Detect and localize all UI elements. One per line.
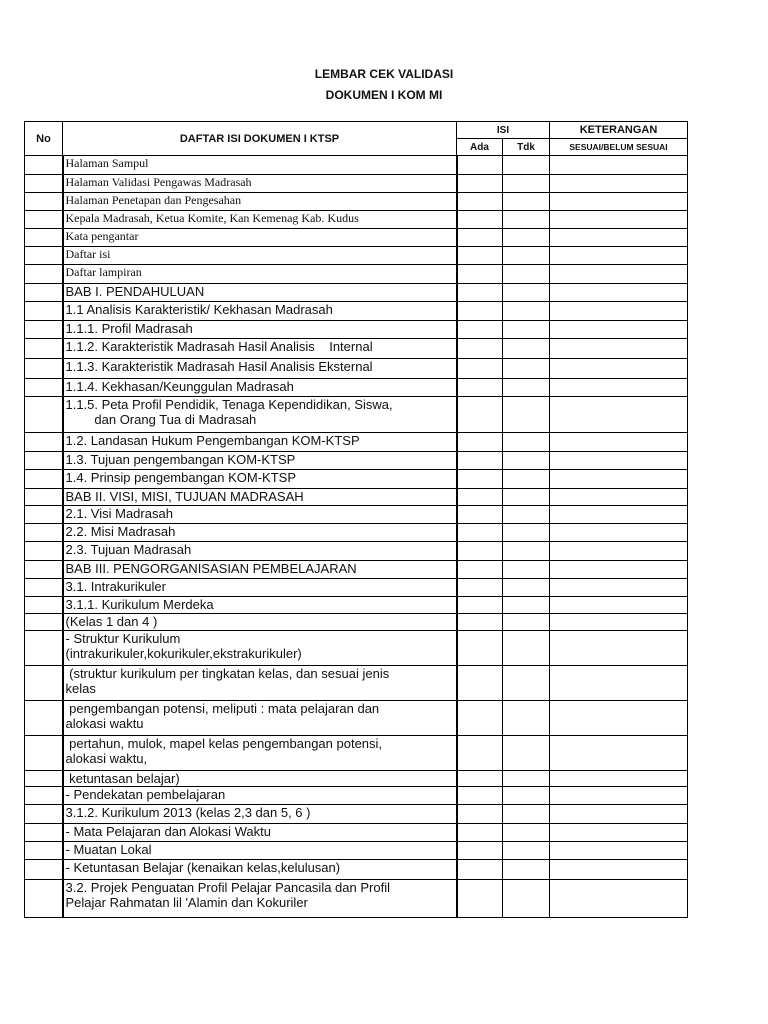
row-tdk-cell[interactable] xyxy=(503,771,550,787)
row-ket-cell[interactable] xyxy=(550,880,688,918)
table-row xyxy=(25,701,688,736)
row-ket-cell[interactable] xyxy=(550,247,688,265)
table-row xyxy=(25,247,688,265)
validation-table xyxy=(24,121,688,918)
row-ada-cell[interactable] xyxy=(457,247,503,265)
row-item-text: - Mata Pelajaran dan Alokasi Waktu xyxy=(63,824,457,842)
row-item-text: 2.2. Misi Madrasah xyxy=(63,524,457,542)
row-tdk-cell[interactable] xyxy=(503,860,550,880)
row-ada-cell[interactable] xyxy=(457,771,503,787)
table-body xyxy=(25,156,688,918)
header-daftar-isi: DAFTAR ISI DOKUMEN I KTSP xyxy=(63,122,457,156)
row-ada-cell[interactable] xyxy=(457,701,503,736)
row-ada-cell[interactable] xyxy=(457,339,503,359)
row-tdk-cell[interactable] xyxy=(503,542,550,561)
row-item-text: 3.1.2. Kurikulum 2013 (kelas 2,3 dan 5, 6 ) xyxy=(63,805,457,824)
row-ket-cell[interactable] xyxy=(550,597,688,614)
table-row xyxy=(25,397,688,433)
row-ada-cell[interactable] xyxy=(457,561,503,579)
row-tdk-cell[interactable] xyxy=(503,229,550,247)
row-ada-cell[interactable] xyxy=(457,284,503,302)
row-no-cell xyxy=(25,561,63,579)
row-ada-cell[interactable] xyxy=(457,880,503,918)
row-item-text: pertahun, mulok, mapel kelas pengembangan potensi, alokasi waktu, xyxy=(63,736,457,771)
row-ada-cell[interactable] xyxy=(457,631,503,666)
row-no-cell xyxy=(25,433,63,452)
row-ket-cell[interactable] xyxy=(550,229,688,247)
row-item-text: Kepala Madrasah, Ketua Komite, Kan Kemenag Kab. Kudus xyxy=(63,211,457,229)
row-tdk-cell[interactable] xyxy=(503,470,550,489)
row-item-text: Halaman Validasi Pengawas Madrasah xyxy=(63,175,457,193)
row-item-text: 1.1.2. Karakteristik Madrasah Hasil Analisis Internal xyxy=(63,339,457,359)
row-ada-cell[interactable] xyxy=(457,379,503,397)
table-row xyxy=(25,321,688,339)
table-row xyxy=(25,842,688,860)
row-tdk-cell[interactable] xyxy=(503,524,550,542)
row-item-text: 1.1.4. Kekhasan/Keunggulan Madrasah xyxy=(63,379,457,397)
row-no-cell xyxy=(25,860,63,880)
row-ket-cell[interactable] xyxy=(550,321,688,339)
row-ada-cell[interactable] xyxy=(457,666,503,701)
row-item-text: (Kelas 1 dan 4 ) xyxy=(63,614,457,631)
row-ada-cell[interactable] xyxy=(457,597,503,614)
row-item-text: Halaman Sampul xyxy=(63,156,457,175)
row-item-text: - Ketuntasan Belajar (kenaikan kelas,kelulusan) xyxy=(63,860,457,880)
row-tdk-cell[interactable] xyxy=(503,284,550,302)
row-no-cell xyxy=(25,211,63,229)
table-row xyxy=(25,359,688,379)
row-ada-cell[interactable] xyxy=(457,397,503,433)
row-ket-cell[interactable] xyxy=(550,842,688,860)
row-item-text: 3.1.1. Kurikulum Merdeka xyxy=(63,597,457,614)
row-tdk-cell[interactable] xyxy=(503,302,550,321)
row-tdk-cell[interactable] xyxy=(503,247,550,265)
row-ket-cell[interactable] xyxy=(550,433,688,452)
row-no-cell xyxy=(25,579,63,597)
row-no-cell xyxy=(25,614,63,631)
row-tdk-cell[interactable] xyxy=(503,175,550,193)
row-ada-cell[interactable] xyxy=(457,614,503,631)
table-row xyxy=(25,787,688,805)
row-ket-cell[interactable] xyxy=(550,561,688,579)
table-row xyxy=(25,156,688,175)
row-ket-cell[interactable] xyxy=(550,211,688,229)
header-keterangan: KETERANGAN xyxy=(550,122,688,139)
row-ada-cell[interactable] xyxy=(457,524,503,542)
row-ada-cell[interactable] xyxy=(457,736,503,771)
title-line-2: DOKUMEN I KOM MI xyxy=(325,88,443,102)
row-tdk-cell[interactable] xyxy=(503,787,550,805)
row-no-cell xyxy=(25,771,63,787)
row-tdk-cell[interactable] xyxy=(503,397,550,433)
row-no-cell xyxy=(25,339,63,359)
table-row xyxy=(25,229,688,247)
row-tdk-cell[interactable] xyxy=(503,339,550,359)
row-no-cell xyxy=(25,597,63,614)
row-item-text: 1.4. Prinsip pengembangan KOM-KTSP xyxy=(63,470,457,489)
row-ada-cell[interactable] xyxy=(457,433,503,452)
row-item-text: BAB I. PENDAHULUAN xyxy=(63,284,457,302)
row-ket-cell[interactable] xyxy=(550,156,688,175)
row-ket-cell[interactable] xyxy=(550,666,688,701)
row-no-cell xyxy=(25,193,63,211)
row-tdk-cell[interactable] xyxy=(503,805,550,824)
row-no-cell xyxy=(25,397,63,433)
table-row xyxy=(25,542,688,561)
row-item-text: BAB II. VISI, MISI, TUJUAN MADRASAH xyxy=(63,489,457,506)
row-ket-cell[interactable] xyxy=(550,736,688,771)
row-ada-cell[interactable] xyxy=(457,359,503,379)
row-ada-cell[interactable] xyxy=(457,489,503,506)
row-ada-cell[interactable] xyxy=(457,211,503,229)
row-ket-cell[interactable] xyxy=(550,175,688,193)
row-no-cell xyxy=(25,736,63,771)
table-row xyxy=(25,175,688,193)
row-ket-cell[interactable] xyxy=(550,359,688,379)
row-tdk-cell[interactable] xyxy=(503,701,550,736)
row-item-text: 3.2. Projek Penguatan Profil Pelajar Pancasila dan Profil Pelajar Rahmatan lil 'Alamin dan Kokuriler xyxy=(63,880,457,918)
row-no-cell xyxy=(25,842,63,860)
table-row xyxy=(25,193,688,211)
row-ada-cell[interactable] xyxy=(457,787,503,805)
table-row xyxy=(25,561,688,579)
row-item-text: - Muatan Lokal xyxy=(63,842,457,860)
row-no-cell xyxy=(25,321,63,339)
table-row xyxy=(25,666,688,701)
row-no-cell xyxy=(25,489,63,506)
table-row xyxy=(25,880,688,918)
table-row xyxy=(25,302,688,321)
table-row xyxy=(25,736,688,771)
row-ket-cell[interactable] xyxy=(550,701,688,736)
row-ket-cell[interactable] xyxy=(550,284,688,302)
row-tdk-cell[interactable] xyxy=(503,824,550,842)
row-no-cell xyxy=(25,452,63,470)
row-no-cell xyxy=(25,824,63,842)
header-ada: Ada xyxy=(457,139,503,156)
row-tdk-cell[interactable] xyxy=(503,614,550,631)
row-tdk-cell[interactable] xyxy=(503,321,550,339)
row-no-cell xyxy=(25,265,63,284)
row-item-text: 1.1.1. Profil Madrasah xyxy=(63,321,457,339)
row-ket-cell[interactable] xyxy=(550,614,688,631)
row-item-text: 1.2. Landasan Hukum Pengembangan KOM-KTSP xyxy=(63,433,457,452)
header-no: No xyxy=(25,122,63,156)
row-ada-cell[interactable] xyxy=(457,860,503,880)
row-ada-cell[interactable] xyxy=(457,321,503,339)
row-ket-cell[interactable] xyxy=(550,631,688,666)
table-row xyxy=(25,489,688,506)
header-keterangan-sub: SESUAI/BELUM SESUAI xyxy=(550,139,688,156)
row-item-text: BAB III. PENGORGANISASIAN PEMBELAJARAN xyxy=(63,561,457,579)
row-ket-cell[interactable] xyxy=(550,302,688,321)
row-ket-cell[interactable] xyxy=(550,824,688,842)
row-item-text: - Pendekatan pembelajaran xyxy=(63,787,457,805)
row-ket-cell[interactable] xyxy=(550,265,688,284)
row-item-text: - Struktur Kurikulum (intrakurikuler,kokurikuler,ekstrakurikuler) xyxy=(63,631,457,666)
row-tdk-cell[interactable] xyxy=(503,433,550,452)
table-row xyxy=(25,452,688,470)
row-tdk-cell[interactable] xyxy=(503,579,550,597)
row-ket-cell[interactable] xyxy=(550,397,688,433)
row-ada-cell[interactable] xyxy=(457,542,503,561)
title-line-1: LEMBAR CEK VALIDASI xyxy=(314,67,454,81)
row-item-text: 1.3. Tujuan pengembangan KOM-KTSP xyxy=(63,452,457,470)
row-ada-cell[interactable] xyxy=(457,265,503,284)
row-ket-cell[interactable] xyxy=(550,771,688,787)
row-ket-cell[interactable] xyxy=(550,193,688,211)
row-tdk-cell[interactable] xyxy=(503,666,550,701)
row-ket-cell[interactable] xyxy=(550,542,688,561)
row-ket-cell[interactable] xyxy=(550,452,688,470)
row-ket-cell[interactable] xyxy=(550,489,688,506)
row-no-cell xyxy=(25,666,63,701)
row-ket-cell[interactable] xyxy=(550,579,688,597)
row-item-text: Halaman Penetapan dan Pengesahan xyxy=(63,193,457,211)
row-tdk-cell[interactable] xyxy=(503,489,550,506)
row-item-text: Daftar isi xyxy=(63,247,457,265)
table-row xyxy=(25,860,688,880)
row-ket-cell[interactable] xyxy=(550,805,688,824)
table-row xyxy=(25,470,688,489)
row-item-text: 1.1.3. Karakteristik Madrasah Hasil Analisis Eksternal xyxy=(63,359,457,379)
row-no-cell xyxy=(25,229,63,247)
row-ket-cell[interactable] xyxy=(550,860,688,880)
table-row xyxy=(25,614,688,631)
row-tdk-cell[interactable] xyxy=(503,156,550,175)
row-ada-cell[interactable] xyxy=(457,229,503,247)
row-tdk-cell[interactable] xyxy=(503,736,550,771)
row-item-text: pengembangan potensi, meliputi : mata pelajaran dan alokasi waktu xyxy=(63,701,457,736)
table-row xyxy=(25,506,688,524)
row-ada-cell[interactable] xyxy=(457,193,503,211)
row-no-cell xyxy=(25,175,63,193)
row-no-cell xyxy=(25,631,63,666)
row-item-text: 2.1. Visi Madrasah xyxy=(63,506,457,524)
table-row xyxy=(25,265,688,284)
row-tdk-cell[interactable] xyxy=(503,359,550,379)
row-tdk-cell[interactable] xyxy=(503,597,550,614)
row-tdk-cell[interactable] xyxy=(503,842,550,860)
row-ada-cell[interactable] xyxy=(457,824,503,842)
row-tdk-cell[interactable] xyxy=(503,880,550,918)
row-ada-cell[interactable] xyxy=(457,506,503,524)
row-no-cell xyxy=(25,284,63,302)
row-ada-cell[interactable] xyxy=(457,156,503,175)
row-ket-cell[interactable] xyxy=(550,787,688,805)
table-row xyxy=(25,597,688,614)
table-row xyxy=(25,805,688,824)
row-no-cell xyxy=(25,302,63,321)
row-ada-cell[interactable] xyxy=(457,302,503,321)
row-no-cell xyxy=(25,470,63,489)
row-ada-cell[interactable] xyxy=(457,175,503,193)
row-no-cell xyxy=(25,156,63,175)
table-row xyxy=(25,433,688,452)
row-tdk-cell[interactable] xyxy=(503,452,550,470)
header-tdk: Tdk xyxy=(503,139,550,156)
row-no-cell xyxy=(25,880,63,918)
table-row xyxy=(25,339,688,359)
row-no-cell xyxy=(25,787,63,805)
row-no-cell xyxy=(25,359,63,379)
table-row xyxy=(25,379,688,397)
row-ket-cell[interactable] xyxy=(550,524,688,542)
table-row xyxy=(25,579,688,597)
row-item-text: Daftar lampiran xyxy=(63,265,457,284)
table-row xyxy=(25,631,688,666)
row-tdk-cell[interactable] xyxy=(503,211,550,229)
row-tdk-cell[interactable] xyxy=(503,506,550,524)
row-tdk-cell[interactable] xyxy=(503,379,550,397)
row-no-cell xyxy=(25,379,63,397)
row-tdk-cell[interactable] xyxy=(503,193,550,211)
row-ada-cell[interactable] xyxy=(457,805,503,824)
row-ada-cell[interactable] xyxy=(457,842,503,860)
row-ada-cell[interactable] xyxy=(457,452,503,470)
row-ada-cell[interactable] xyxy=(457,470,503,489)
row-no-cell xyxy=(25,524,63,542)
row-no-cell xyxy=(25,506,63,524)
row-no-cell xyxy=(25,247,63,265)
row-ket-cell[interactable] xyxy=(550,506,688,524)
row-item-text: Kata pengantar xyxy=(63,229,457,247)
row-item-text: 1.1 Analisis Karakteristik/ Kekhasan Madrasah xyxy=(63,302,457,321)
row-tdk-cell[interactable] xyxy=(503,561,550,579)
row-item-text: 3.1. Intrakurikuler xyxy=(63,579,457,597)
table-row xyxy=(25,824,688,842)
row-no-cell xyxy=(25,542,63,561)
row-tdk-cell[interactable] xyxy=(503,631,550,666)
row-ada-cell[interactable] xyxy=(457,579,503,597)
row-no-cell xyxy=(25,805,63,824)
row-ket-cell[interactable] xyxy=(550,379,688,397)
header-isi: ISI xyxy=(457,122,550,139)
row-tdk-cell[interactable] xyxy=(503,265,550,284)
table-row xyxy=(25,524,688,542)
row-item-text: ketuntasan belajar) xyxy=(63,771,457,787)
row-item-text: 2.3. Tujuan Madrasah xyxy=(63,542,457,561)
row-ket-cell[interactable] xyxy=(550,339,688,359)
table-row xyxy=(25,211,688,229)
row-ket-cell[interactable] xyxy=(550,470,688,489)
table-row xyxy=(25,771,688,787)
row-no-cell xyxy=(25,701,63,736)
table-row xyxy=(25,284,688,302)
row-item-text: 1.1.5. Peta Profil Pendidik, Tenaga Kependidikan, Siswa, dan Orang Tua di Madrasah xyxy=(63,397,457,433)
row-item-text: (struktur kurikulum per tingkatan kelas, dan sesuai jenis kelas xyxy=(63,666,457,701)
